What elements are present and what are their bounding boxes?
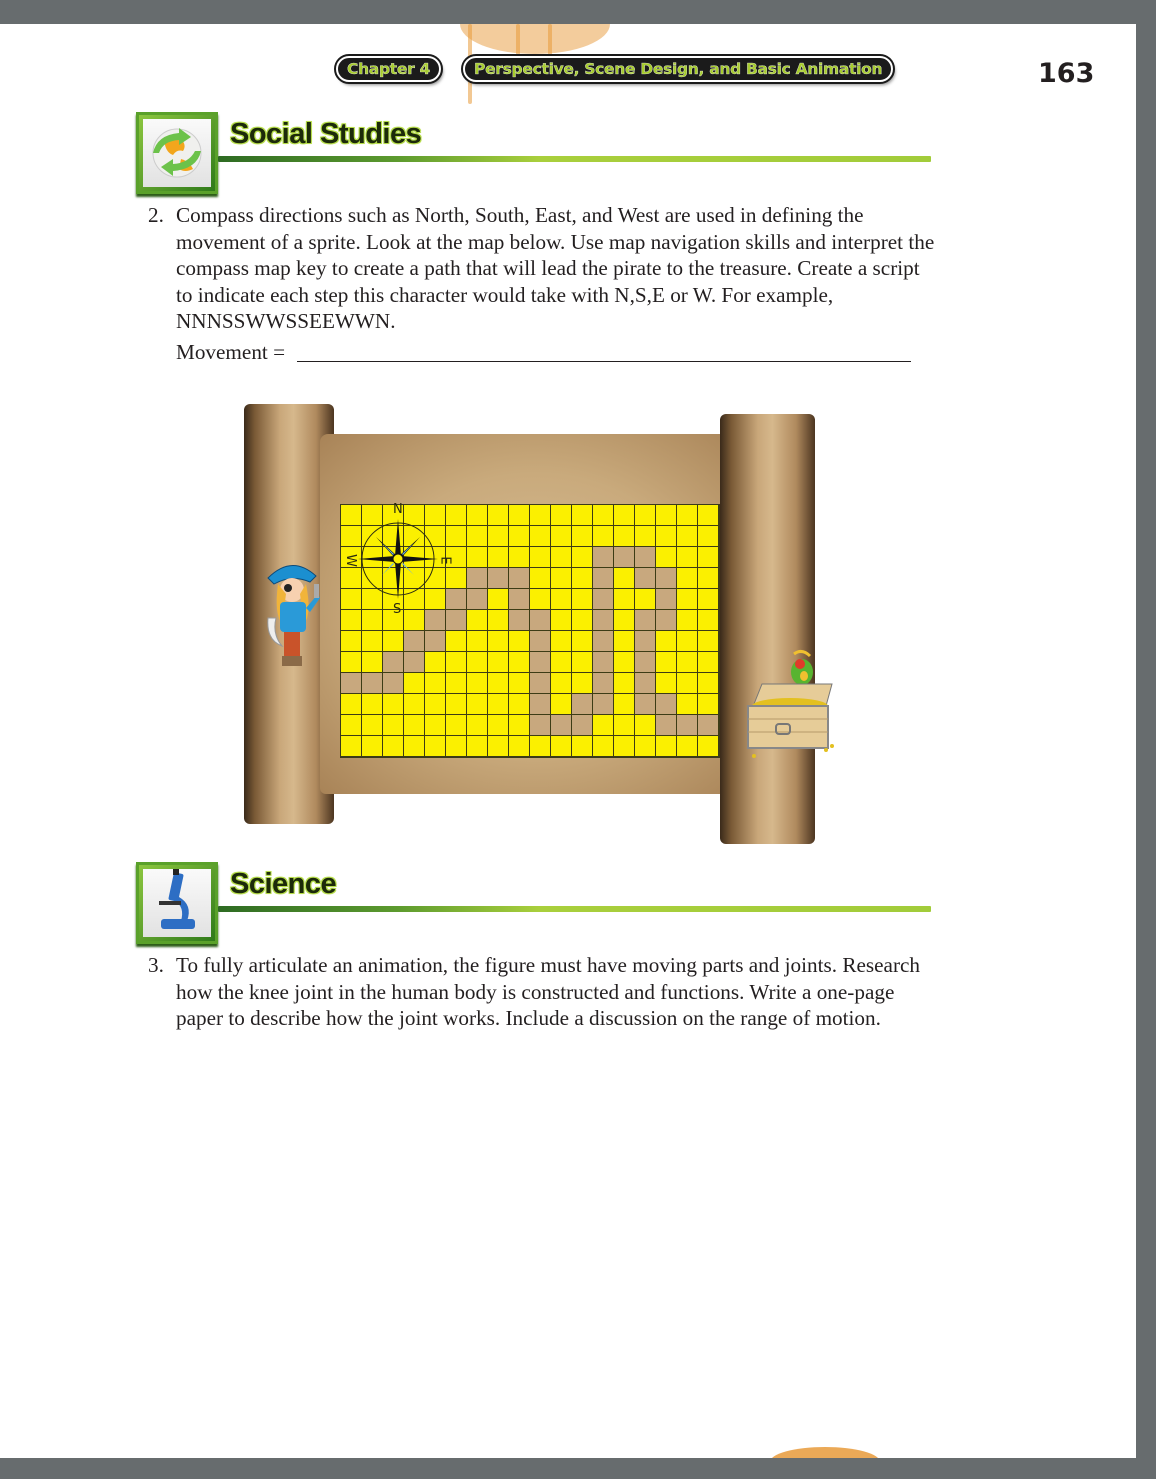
map-grid-cell [530,589,551,610]
map-path-cell [530,673,551,694]
map-grid-cell [551,673,572,694]
map-path-cell [635,652,656,673]
map-grid-cell [341,694,362,715]
map-grid-cell [509,652,530,673]
map-grid-cell [656,505,677,526]
map-path-cell [635,568,656,589]
map-path-cell [362,673,383,694]
movement-label: Movement = [176,340,286,364]
map-path-cell [425,631,446,652]
chapter-title: Perspective, Scene Design, and Basic Animation [463,56,893,82]
map-grid-cell [488,736,509,757]
compass-rose-icon [356,517,440,601]
map-path-cell [656,694,677,715]
map-grid-cell [677,505,698,526]
map-grid-cell [467,694,488,715]
map-grid-cell [362,694,383,715]
map-grid-cell [404,715,425,736]
map-path-cell [530,631,551,652]
map-grid-cell [383,694,404,715]
map-grid-cell [509,526,530,547]
map-grid-cell [614,673,635,694]
map-grid-cell [446,652,467,673]
map-grid-cell [530,736,551,757]
map-grid-cell [551,505,572,526]
map-path-cell [635,631,656,652]
map-grid-cell [404,610,425,631]
map-path-cell [341,673,362,694]
map-path-cell [593,610,614,631]
map-path-cell [593,547,614,568]
map-path-cell [425,610,446,631]
question-text: To fully articulate an animation, the figure must have moving parts and joints. Research how the knee joint in the human body is constructed and functions. Write a one-page paper to describe how the joint works. Include a discussion on the range of motion. [176,953,920,1030]
map-grid-cell [488,589,509,610]
map-path-cell [509,610,530,631]
map-grid-cell [425,673,446,694]
map-grid-cell [467,673,488,694]
map-grid-cell [425,652,446,673]
map-grid-cell [446,715,467,736]
map-grid-cell [698,673,719,694]
map-grid-cell [509,715,530,736]
map-path-cell [635,673,656,694]
map-grid-cell [509,505,530,526]
map-grid-cell [698,694,719,715]
map-grid-cell [677,610,698,631]
map-grid-cell [593,715,614,736]
map-path-cell [530,610,551,631]
map-path-cell [383,673,404,694]
map-grid-cell [551,610,572,631]
map-grid-cell [677,631,698,652]
map-grid-cell [656,631,677,652]
map-grid-cell [341,736,362,757]
map-grid-cell [635,526,656,547]
map-grid-cell [467,505,488,526]
map-grid-cell [635,505,656,526]
map-grid-cell [698,631,719,652]
map-grid-cell [614,526,635,547]
map-path-cell [593,652,614,673]
map-grid-cell [383,631,404,652]
map-grid-cell [362,652,383,673]
map-grid-cell [572,568,593,589]
map-grid-cell [677,526,698,547]
section-rule [218,156,931,162]
parrot-icon [791,651,813,685]
paint-splash [460,24,610,54]
map-path-cell [635,610,656,631]
map-path-cell [467,589,488,610]
map-grid-cell [404,673,425,694]
question-2 [148,202,938,335]
map-grid-cell [635,589,656,610]
map-grid-cell [530,568,551,589]
map-grid-cell [656,736,677,757]
globe-arrows-icon [136,112,218,194]
map-grid-cell [362,610,383,631]
map-grid-cell [614,568,635,589]
map-path-cell [572,715,593,736]
map-path-cell [404,652,425,673]
map-grid-cell [614,715,635,736]
map-grid-cell [677,568,698,589]
map-grid-cell [677,547,698,568]
map-path-cell [593,589,614,610]
map-path-cell [467,568,488,589]
map-grid-cell [509,547,530,568]
map-path-cell [656,610,677,631]
map-grid-cell [593,526,614,547]
map-grid-cell [488,631,509,652]
map-grid-cell [488,610,509,631]
map-grid-cell [404,694,425,715]
map-grid-cell [656,547,677,568]
map-grid-cell [551,589,572,610]
map-grid-cell [551,736,572,757]
map-grid-cell [551,694,572,715]
map-grid-cell [698,547,719,568]
map-path-cell [446,589,467,610]
map-grid-cell [677,736,698,757]
question-text: Compass directions such as North, South, East, and West are used in defining the movement of a sprite. Look at the map below. Use map navigation skills and interpret the compass map key to create a path that will lead the pirate to the treasure. Create a script to indicate each step this character would take with N,S,E or W. For example, NNNSSWWSSEEWWN. [176,203,935,333]
map-grid-cell [698,568,719,589]
map-path-cell [635,694,656,715]
map-grid-cell [446,694,467,715]
map-path-cell [593,631,614,652]
map-grid-cell [509,673,530,694]
map-grid-cell [341,652,362,673]
map-grid-cell [425,736,446,757]
map-grid-cell [656,526,677,547]
map-grid-cell [530,547,551,568]
map-grid-cell [446,526,467,547]
map-grid-cell [614,505,635,526]
treasure-chest-icon [740,644,840,764]
map-grid-cell [551,652,572,673]
map-grid-cell [488,526,509,547]
movement-answer-line[interactable] [297,361,911,362]
map-path-cell [404,631,425,652]
map-grid-cell [614,652,635,673]
map-grid-cell [614,736,635,757]
map-grid-cell [488,505,509,526]
map-grid-cell [656,673,677,694]
section-header-science [136,862,931,946]
map-grid-cell [341,715,362,736]
map-path-cell [698,715,719,736]
map-grid-cell [383,715,404,736]
map-path-cell [551,715,572,736]
map-grid-cell [698,526,719,547]
map-grid-cell [467,736,488,757]
map-grid-cell [530,526,551,547]
map-grid-cell [593,736,614,757]
map-path-cell [530,715,551,736]
map-grid-cell [467,715,488,736]
map-path-cell [572,694,593,715]
map-grid-cell [572,547,593,568]
map-grid-cell [677,673,698,694]
map-path-cell [593,673,614,694]
map-grid-cell [467,526,488,547]
map-grid-cell [446,736,467,757]
map-grid-cell [362,736,383,757]
map-path-cell [677,715,698,736]
compass-west-label: W [342,554,358,567]
map-grid-cell [572,505,593,526]
map-grid-cell [677,589,698,610]
map-grid-cell [488,547,509,568]
map-path-cell [509,589,530,610]
map-grid-cell [635,715,656,736]
scroll-roll-right [720,414,815,844]
compass-east-label: E [437,556,453,565]
map-path-cell [593,694,614,715]
map-grid-cell [572,526,593,547]
question-number: 2. [148,203,164,227]
textbook-page [0,24,1136,1458]
map-grid-cell [467,631,488,652]
map-path-cell [656,589,677,610]
map-grid-cell [572,652,593,673]
map-grid-cell [509,694,530,715]
map-path-cell [614,547,635,568]
paint-splash [770,1447,880,1458]
map-grid-cell [572,610,593,631]
map-path-cell [530,694,551,715]
section-rule [218,906,931,912]
map-path-cell [635,547,656,568]
map-grid-cell [593,505,614,526]
map-grid-cell [698,610,719,631]
map-grid-cell [614,610,635,631]
treasure-map [240,374,840,854]
map-grid-cell [677,694,698,715]
map-grid-cell [551,631,572,652]
map-grid-cell [467,610,488,631]
map-grid-cell [488,715,509,736]
pirate-character-icon [262,554,322,674]
map-grid-cell [530,505,551,526]
chapter-label: Chapter 4 [336,56,441,82]
compass-north-label: N [393,502,403,517]
map-grid-cell [551,526,572,547]
running-head [336,56,893,82]
map-grid-cell [467,652,488,673]
map-grid-cell [698,589,719,610]
map-grid-cell [656,652,677,673]
section-header-social-studies [136,112,931,196]
section-title: Social Studies [230,118,422,150]
map-path-cell [383,652,404,673]
question-number: 3. [148,953,164,977]
map-grid-cell [509,631,530,652]
map-grid-cell [551,568,572,589]
map-path-cell [530,652,551,673]
question-3 [148,952,938,1032]
map-grid-cell [425,694,446,715]
map-grid-cell [425,715,446,736]
map-grid-cell [614,694,635,715]
microscope-icon [136,862,218,944]
map-path-cell [488,568,509,589]
map-grid-cell [446,505,467,526]
map-grid-cell [446,568,467,589]
map-grid-cell [698,736,719,757]
map-grid-cell [362,631,383,652]
map-grid-cell [551,547,572,568]
map-path-cell [593,568,614,589]
map-grid-cell [362,715,383,736]
map-grid-cell [572,673,593,694]
map-path-cell [446,610,467,631]
map-grid-cell [698,652,719,673]
map-grid-cell [446,673,467,694]
map-grid-cell [572,589,593,610]
map-grid-cell [572,631,593,652]
map-grid-cell [488,652,509,673]
map-path-cell [656,568,677,589]
map-grid-cell [341,631,362,652]
map-grid-cell [341,610,362,631]
map-grid-cell [446,631,467,652]
map-grid-cell [635,736,656,757]
map-grid-cell [677,652,698,673]
map-grid-cell [509,736,530,757]
map-path-cell [509,568,530,589]
map-grid-cell [383,736,404,757]
map-grid-cell [614,589,635,610]
map-path-cell [656,715,677,736]
section-title: Science [230,868,337,900]
map-grid-cell [467,547,488,568]
map-grid-cell [698,505,719,526]
compass-south-label: S [393,602,402,617]
movement-answer [176,340,911,365]
map-grid-cell [488,673,509,694]
page-number: 163 [1038,58,1095,89]
map-grid-cell [404,736,425,757]
map-grid-cell [614,631,635,652]
map-grid-cell [572,736,593,757]
map-grid-cell [488,694,509,715]
